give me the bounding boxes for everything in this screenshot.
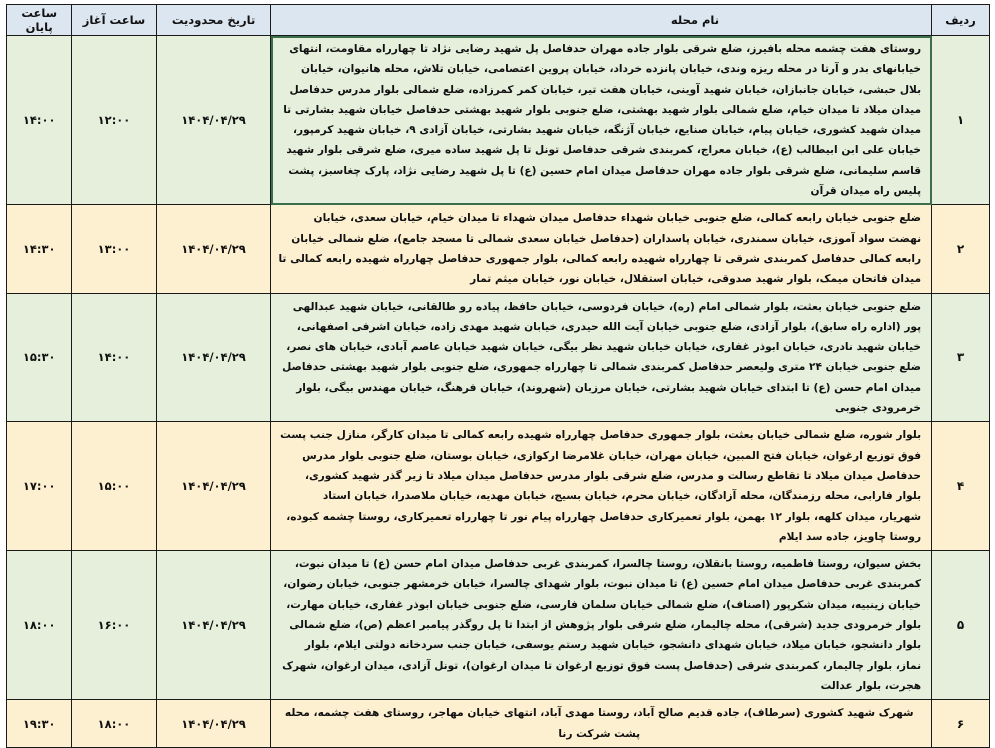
start-time-cell: ۱۴:۰۰ [72, 293, 156, 422]
table-row [7, 551, 990, 700]
row-number: ۴ [932, 422, 990, 551]
row-number: ۳ [932, 293, 990, 422]
header-restriction-date: تاریخ محدودیت [156, 5, 271, 36]
header-end-time: ساعت پایان [7, 5, 72, 36]
header-neighborhood-name: نام محله [271, 5, 932, 36]
date-cell: ۱۴۰۴/۰۴/۲۹ [156, 205, 271, 293]
end-time-cell: ۱۸:۰۰ [7, 551, 72, 700]
neighborhood-cell[interactable]: روستای هفت چشمه محله بافیرز، ضلع شرقی بلوار جاده مهران حدفاصل پل شهید رضایی نژاد تا چهارراه مقاومت، انتهای خیابانهای بدر و آرتا در محله ریزه وندی، خیابان پانزده خرداد، خیابان پروین اعتصامی، خیابان تلاش، محله هانیوان، خیابان بلال حبشی، خیابان جانبازان، خیابان شهید آوینی، خیابان هفت تیر، خیابان کمر کمرزاده، ضلع شمالی بلوار مدرس حدفاصل میدان میلاد تا میدان خیام، ضلع شمالی بلوار شهید بهشتی، ضلع جنوبی بلوار شهید بهشتی حدفاصل خیابان شهید بشارتی تا میدان شهید کشوری، خیابان پیام، خیابان صنایع، خیابان آژنگه، خیابان شهید بشارتی، خیابان آزادی ۹، خیابان شهید کرمپور، خیابان علی ابن ابیطالب (ع)، خیابان معراج، کمربندی شرقی حدفاصل تونل تا پل شهید ساده میری، ضلع شرقی بلوار شهید قاسم سلیمانی، ضلع شرقی بلوار جاده مهران حدفاصل میدان امام حسین (ع) تا پل شهید رضایی نژاد، پارک چغاسبز، پشت پلیس راه میدان قرآن [271, 36, 932, 205]
table-row [7, 422, 990, 551]
start-time-cell: ۱۳:۰۰ [72, 205, 156, 293]
start-time-cell: ۱۸:۰۰ [72, 700, 156, 748]
header-start-time: ساعت آغاز [72, 5, 156, 36]
outage-schedule [6, 4, 990, 748]
table-row [7, 36, 990, 205]
date-cell: ۱۴۰۴/۰۴/۲۹ [156, 422, 271, 551]
neighborhood-cell[interactable]: شهرک شهید کشوری (سرطاف)، جاده قدیم صالح آباد، روستا مهدی آباد، انتهای خیابان مهاجر، روستای هفت چشمه، محله پشت شرکت رنا [271, 700, 932, 748]
date-cell: ۱۴۰۴/۰۴/۲۹ [156, 293, 271, 422]
neighborhood-cell[interactable]: ضلع جنوبی خیابان بعثت، بلوار شمالی امام (ره)، خیابان فردوسی، خیابان حافظ، پیاده رو طالقانی، خیابان شهید عبدالهی پور (اداره راه سابق)، بلوار آزادی، ضلع جنوبی خیابان آیت الله حیدری، خیابان شهید مهدی زاده، خیابان اشرفی اصفهانی، خیابان شهید نادری، خیابان ابوذر غفاری، خیابان خیابان شهید نظر بیگی، خیابان شهید خیابان عاصم آبادی، خیابان های نصر، ضلع جنوبی خیابان ۲۴ متری ولیعصر حدفاصل کمربندی شمالی تا چهارراه جمهوری، ضلع جنوبی بلوار شهید بهشتی حدفاصل میدان امام حسن (ع) تا ابتدای خیابان شهید بشارتی، خیابان مرزبان (شهروند)، خیابان فرهنگ، خیابان مهندس بیگی، بلوار خرمرودی جنوبی [271, 293, 932, 422]
header-row-number: ردیف [932, 5, 990, 36]
row-number: ۲ [932, 205, 990, 293]
row-number: ۶ [932, 700, 990, 748]
end-time-cell: ۱۷:۰۰ [7, 422, 72, 551]
neighborhood-cell[interactable]: ضلع جنوبی خیابان رابعه کمالی، ضلع جنوبی خیابان شهداء حدفاصل میدان شهداء تا میدان خیام، خیابان سعدی، خیابان نهضت سواد آموزی، خیابان سمندری، خیابان پاسداران (حدفاصل خیابان سعدی شمالی تا مسجد جامع)، ضلع شمالی خیابان رابعه کمالی حدفاصل کمربندی شرقی تا چهارراه شهیده رابعه کمالی، بلوار جمهوری حدفاصل چهارراه شهیده رابعه کمالی تا میدان فاتحان میمک، بلوار شهید صدوقی، خیابان استقلال، خیابان نور، خیابان میثم تمار [271, 205, 932, 293]
date-cell: ۱۴۰۴/۰۴/۲۹ [156, 551, 271, 700]
end-time-cell: ۱۵:۳۰ [7, 293, 72, 422]
date-cell: ۱۴۰۴/۰۴/۲۹ [156, 36, 271, 205]
start-time-cell: ۱۶:۰۰ [72, 551, 156, 700]
end-time-cell: ۱۴:۳۰ [7, 205, 72, 293]
table-row [7, 293, 990, 422]
row-number: ۵ [932, 551, 990, 700]
date-cell: ۱۴۰۴/۰۴/۲۹ [156, 700, 271, 748]
neighborhood-cell[interactable]: بخش سیوان، روستا فاطمیه، روستا بانقلان، روستا چالسرا، کمربندی غربی حدفاصل میدان امام حسن (ع) تا میدان نبوت، کمربندی غربی حدفاصل میدان امام حسین (ع) تا میدان نبوت، بلوار شهدای چالسرا، خیابان خرمشهر جنوبی، خیابان رضوان، خیابان زینبیه، میدان شکرپور (اصناف)، ضلع شمالی خیابان سلمان فارسی، ضلع جنوبی خیابان ابوذر غفاری، خیابان مهارت، بلوار خرمرودی جدید (شرقی)، محله چالیمار، ضلع شرقی بلوار پژوهش از ابتدا تا پل روگذر پیامبر اعظم (ص)، ضلع شمالی بلوار دانشجو، خیابان میلاد، خیابان شهدای دانشجو، خیابان شهید رستم یوسفی، خیابان جنب سردخانه دولتی ایلام، بلوار نماز، بلوار چالیمار، کمربندی شرقی (حدفاصل پست فوق توزیع ارغوان تا میدان ارغوان)، تونل آزادی، میدان ارغوان، شهرک هجرت، بلوار عدالت [271, 551, 932, 700]
start-time-cell: ۱۵:۰۰ [72, 422, 156, 551]
end-time-cell: ۱۴:۰۰ [7, 36, 72, 205]
table-row [7, 700, 990, 748]
start-time-cell: ۱۲:۰۰ [72, 36, 156, 205]
outage-table [6, 4, 990, 748]
end-time-cell: ۱۹:۳۰ [7, 700, 72, 748]
table-row [7, 205, 990, 293]
row-number: ۱ [932, 36, 990, 205]
neighborhood-cell[interactable]: بلوار شوره، ضلع شمالی خیابان بعثت، بلوار جمهوری حدفاصل چهارراه شهیده رابعه کمالی تا میدان کارگر، منازل جنب پست فوق توزیع ارغوان، خیابان فتح المبین، خیابان مهران، خیابان غلامرضا ارکوازی، خیابان بوستان، ضلع جنوبی بلوار مدرس حدفاصل میدان میلاد تا تقاطع رسالت و مدرس، ضلع شرقی بلوار مدرس حدفاصل میدان میلاد تا زیر گذر شهید کشوری، بلوار فارابی، محله رزمندگان، محله آزادگان، خیابان محرم، خیابان بسیج، خیابان مهدیه، خیابان ملاصدرا، خیابان استاد شهریار، میدان کلهه، بلوار ۱۲ بهمن، بلوار تعمیرکاری حدفاصل چهارراه پیام نور تا چهارراه تعمیرکاری، روستا چشمه کبوده، روستا چاویز، جاده سد ایلام [271, 422, 932, 551]
table-header-row [7, 5, 990, 36]
